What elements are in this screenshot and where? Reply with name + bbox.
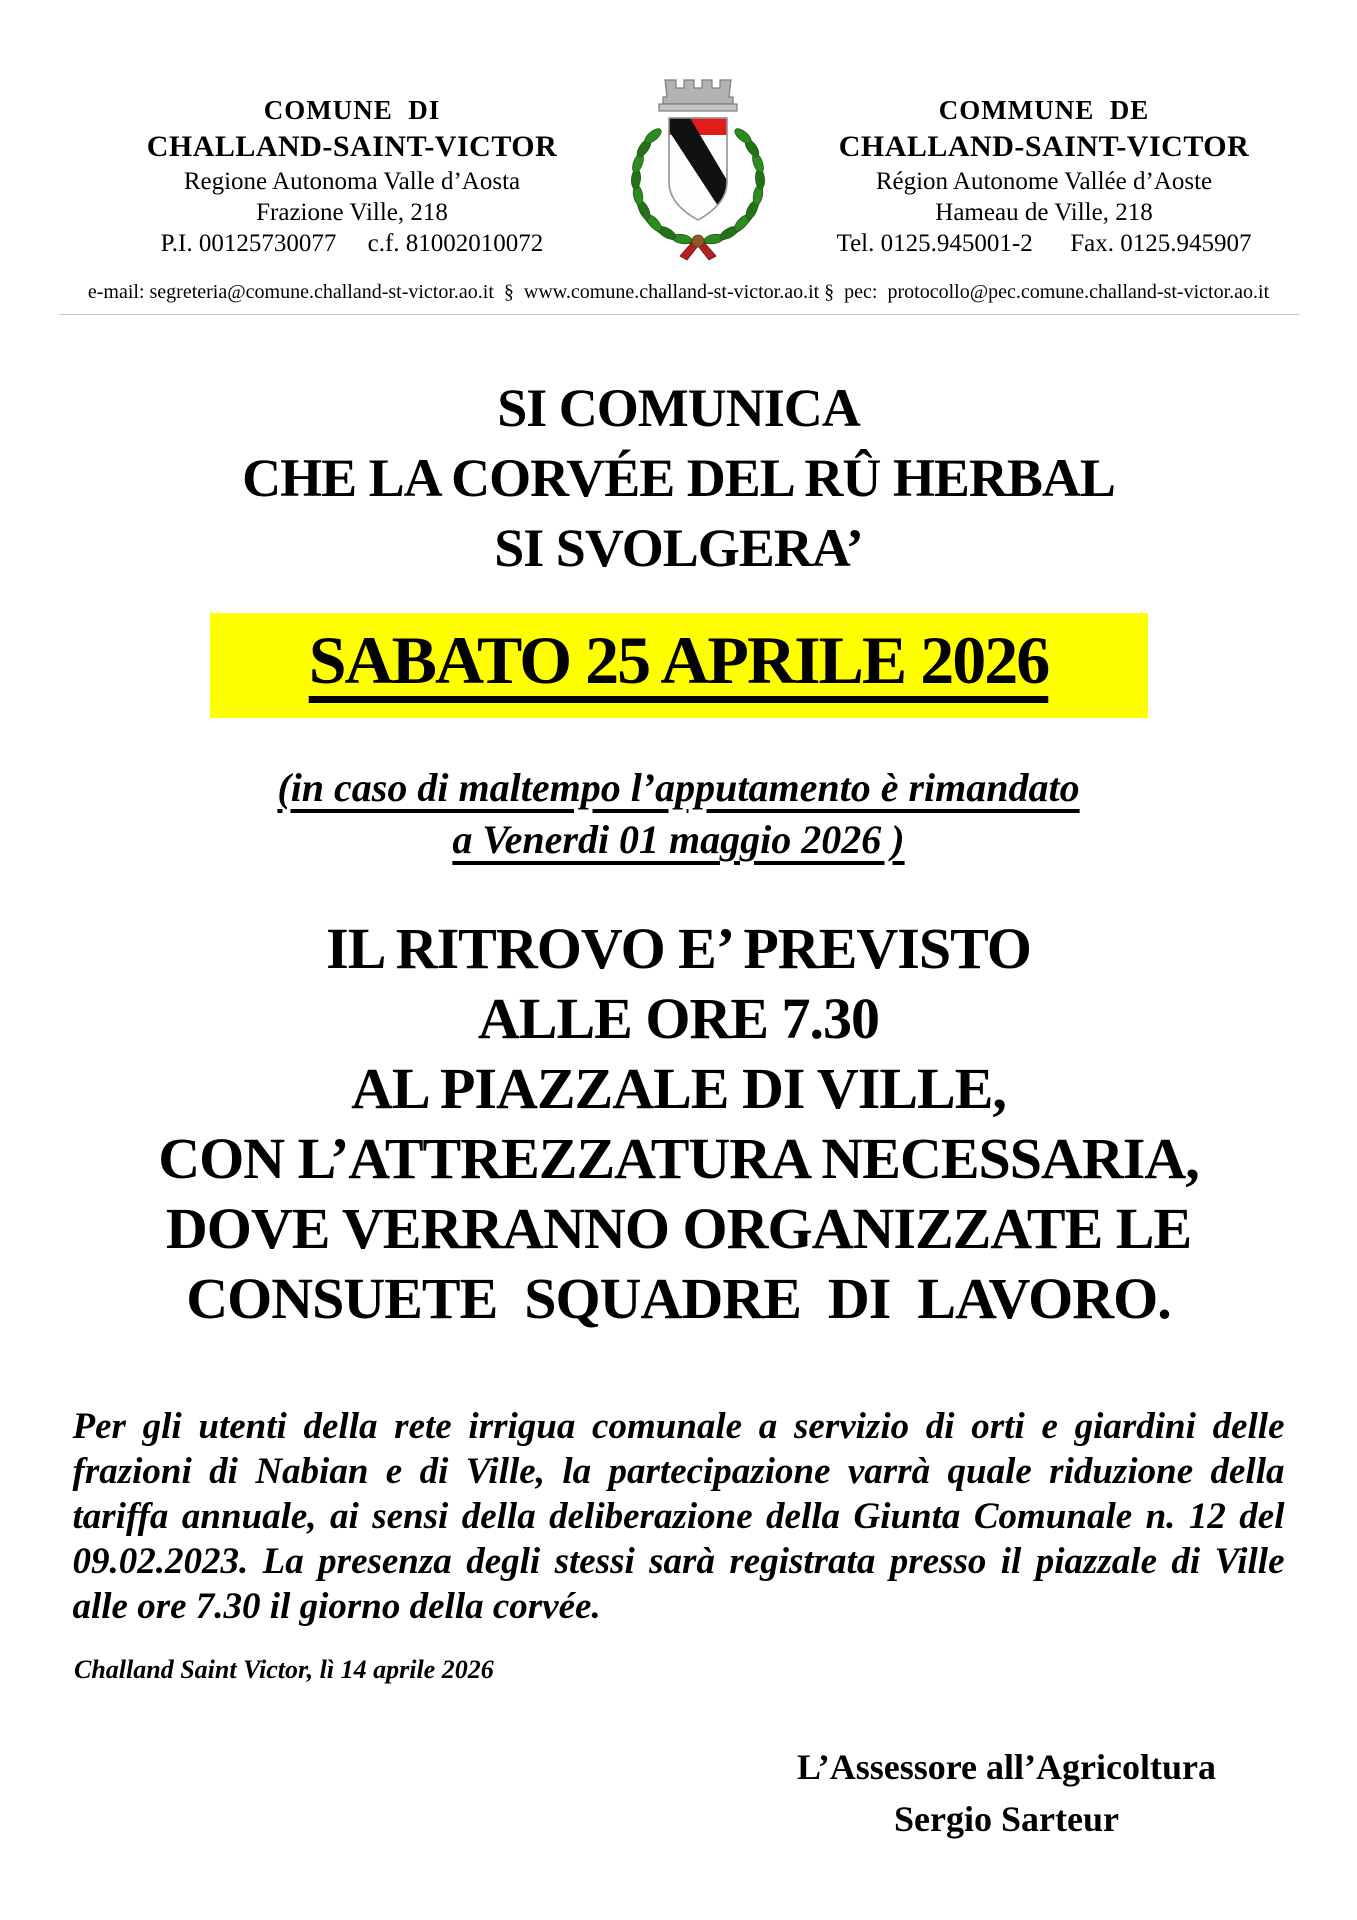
title-line-1: SI COMUNICA: [497, 378, 860, 438]
title-line-2: CHE LA CORVÉE DEL RÛ HERBAL: [242, 448, 1115, 508]
commune-label-it: COMUNE DI: [263, 95, 441, 125]
commune-name-fr: CHALLAND-SAINT-VICTOR: [838, 130, 1250, 163]
crown-rim: [659, 104, 737, 111]
letterhead: [0, 72, 1357, 275]
meeting-line-2: ALLE ORE 7.30: [477, 986, 880, 1051]
region-line-fr: Région Autonome Vallée d’Aoste: [875, 168, 1213, 195]
phone-fax-line: Tel. 0125.945001-2 Fax. 0125.945907: [836, 230, 1252, 257]
commune-label-fr: COMMUNE DE: [938, 95, 1150, 125]
signature-name: Sergio Sarteur: [894, 1799, 1119, 1839]
letterhead-french-block: [784, 72, 1304, 259]
meeting-line-3: AL PIAZZALE DI VILLE,: [351, 1056, 1006, 1121]
meeting-line-1: IL RITROVO E’ PREVISTO: [326, 916, 1031, 981]
signature-role: L’Assessore all’Agricoltura: [797, 1747, 1216, 1787]
place-date-line: Challand Saint Victor, lì 14 aprile 2026: [74, 1655, 494, 1684]
contacts-line: e-mail: segreteria@comune.challand-st-victor.ao.it § www.comune.challand-st-victor.ao.it § pec: protocollo@pec.comune.challand-st-victor.ao.it: [59, 279, 1299, 315]
crown-battlements: [663, 80, 733, 104]
event-date: SABATO 25 APRILE 2026: [308, 622, 1049, 698]
meeting-line-4: CON L’ATTREZZATURA NECESSARIA,: [158, 1126, 1199, 1191]
weather-note-line-1: (in caso di maltempo l’apputamento è rimandato: [277, 765, 1080, 810]
participation-paragraph: Per gli utenti della rete irrigua comunale a servizio di orti e giardini delle frazioni di Nabian e di Ville, la partecipazione varrà quale riduzione della tariffa annuale, ai sensi della deliberazione della Giunta Comunale n. 12 del 09.02.2023. La presenza degli stessi sarà registrata presso il piazzale di Ville alle ore 7.30 il giorno della corvée.: [72, 1406, 1285, 1627]
address-line-it: Frazione Ville, 218: [256, 199, 448, 226]
weather-note-line-2: a Venerdi 01 maggio 2026 ): [452, 817, 905, 862]
letterhead-italian-block: [92, 72, 612, 259]
meeting-line-6: CONSUETE SQUADRE DI LAVORO.: [186, 1266, 1171, 1331]
municipal-coat-of-arms-icon: [612, 72, 784, 270]
weather-postponement-note: [0, 762, 1357, 866]
highlighted-date-banner: [210, 613, 1148, 718]
signature-block: [734, 1741, 1279, 1845]
fiscal-codes-line: P.I. 00125730077 c.f. 81002010072: [160, 230, 544, 257]
meeting-details: [0, 914, 1357, 1334]
notice-title: [0, 373, 1357, 583]
commune-name-it: CHALLAND-SAINT-VICTOR: [146, 130, 558, 163]
address-line-fr: Hameau de Ville, 218: [935, 199, 1153, 226]
title-line-3: SI SVOLGERA’: [494, 518, 863, 578]
region-line-it: Regione Autonoma Valle d’Aosta: [183, 168, 521, 195]
meeting-line-5: DOVE VERRANNO ORGANIZZATE LE: [165, 1196, 1192, 1261]
coat-of-arms: [612, 72, 784, 275]
